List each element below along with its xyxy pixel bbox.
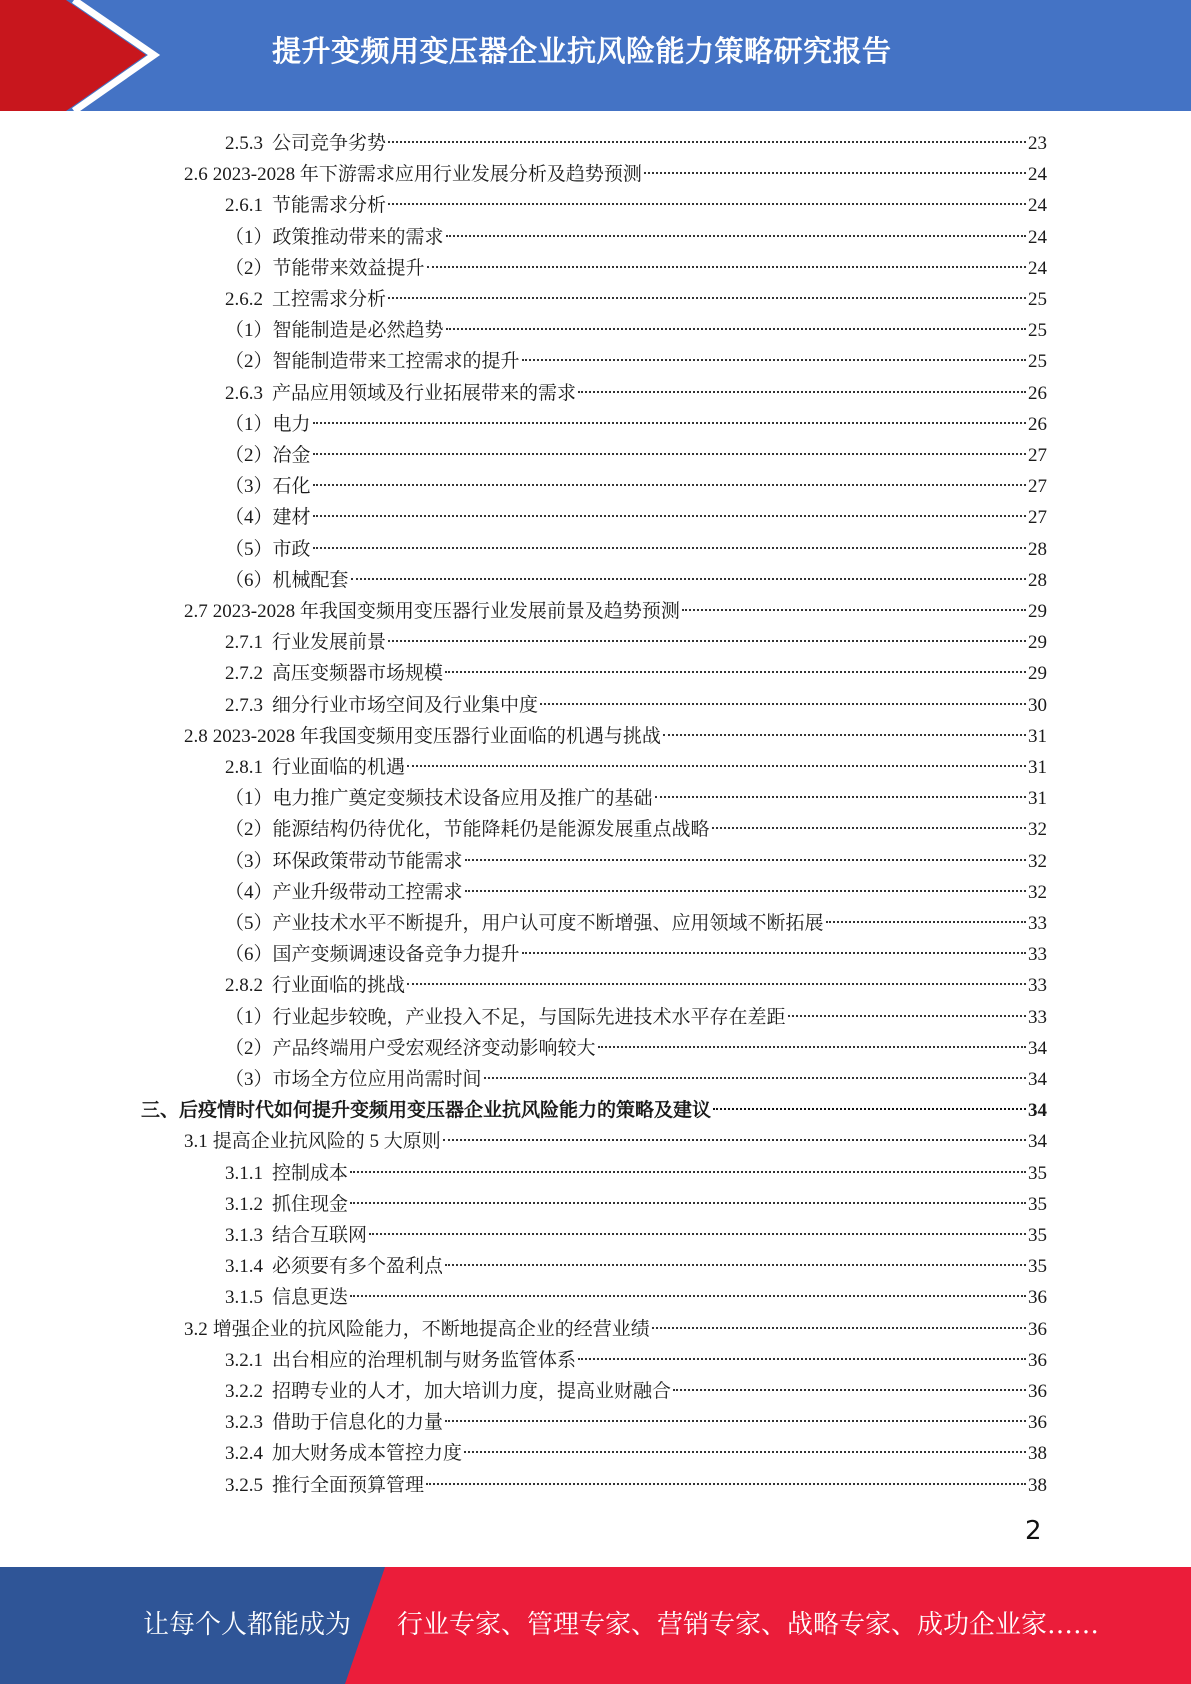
toc-entry-number: 三、 — [141, 1100, 180, 1122]
toc-dot-leader — [427, 266, 1026, 268]
toc-entry-title: 产业升级带动工控需求 — [272, 881, 463, 903]
toc-dot-leader — [598, 1046, 1026, 1048]
toc-entry-title: 产品应用领域及行业拓展带来的需求 — [272, 382, 577, 404]
toc-dot-leader — [673, 1389, 1026, 1391]
toc-entry-page: 35 — [1028, 1256, 1047, 1278]
toc-dot-leader — [445, 1420, 1026, 1422]
toc-entry[interactable] — [225, 1251, 1047, 1282]
toc-entry-title: 行业面临的挑战 — [272, 975, 406, 997]
toc-entry-page: 35 — [1028, 1193, 1047, 1215]
toc-entry-title: 能源结构仍待优化，节能降耗仍是能源发展重点战略 — [272, 819, 710, 841]
toc-dot-leader — [388, 141, 1026, 143]
toc-entry-title: 提高企业抗风险的 5 大原则 — [212, 1131, 441, 1153]
toc-entry-number: 2.6.2 — [225, 289, 263, 310]
toc-entry-page: 35 — [1028, 1162, 1047, 1184]
toc-dot-leader — [445, 1264, 1026, 1266]
toc-entry-page: 27 — [1028, 507, 1047, 529]
toc-entry-page: 29 — [1028, 601, 1047, 622]
toc-entry-title: 招聘专业的人才，加大培训力度，提高业财融合 — [272, 1381, 672, 1402]
toc-dot-leader — [388, 297, 1026, 299]
toc-entry-title: 机械配套 — [272, 569, 349, 591]
toc-entry[interactable] — [225, 346, 1047, 377]
toc-entry[interactable] — [184, 596, 1047, 627]
toc-entry-number: （1） — [225, 1006, 273, 1028]
toc-dot-leader — [369, 1233, 1026, 1235]
toc-entry-number: 2.8.1 — [225, 757, 263, 778]
toc-dot-leader — [522, 359, 1026, 361]
toc-entry-number: 2.8.2 — [225, 975, 263, 997]
toc-entry-page: 34 — [1028, 1100, 1047, 1122]
toc-dot-leader — [313, 547, 1026, 549]
toc-entry[interactable] — [225, 846, 1047, 877]
toc-entry[interactable] — [225, 970, 1047, 1001]
toc-dot-leader — [350, 1295, 1026, 1297]
toc-entry-title: 行业起步较晚，产业投入不足，与国际先进技术水平存在差距 — [272, 1006, 786, 1028]
toc-entry-page: 36 — [1028, 1412, 1047, 1434]
toc-entry-page: 26 — [1028, 413, 1047, 435]
toc-entry-page: 34 — [1028, 1037, 1047, 1059]
toc-entry[interactable] — [225, 1438, 1047, 1469]
toc-entry[interactable] — [141, 1095, 1047, 1126]
toc-entry[interactable] — [225, 877, 1047, 908]
toc-entry-page: 32 — [1028, 881, 1047, 903]
toc-entry-page: 36 — [1028, 1349, 1047, 1371]
toc-entry-title: 信息更迭 — [272, 1287, 349, 1309]
toc-entry[interactable] — [225, 752, 1047, 783]
toc-entry-number: 2.6.3 — [225, 382, 263, 404]
toc-entry-page: 33 — [1028, 913, 1047, 934]
page-number: 2 — [1025, 1516, 1042, 1546]
toc-dot-leader — [578, 1358, 1026, 1360]
toc-entry-title: 结合互联网 — [272, 1225, 368, 1246]
toc-entry-title: 出台相应的治理机制与财务监管体系 — [272, 1349, 577, 1371]
toc-entry-number: （2） — [225, 819, 273, 841]
toc-entry-title: 增强企业的抗风险能力，不断地提高企业的经营业绩 — [212, 1318, 650, 1340]
toc-dot-leader — [712, 827, 1026, 829]
toc-entry-number: 3.1.5 — [225, 1287, 263, 1309]
toc-entry-number: 3.2.4 — [225, 1443, 263, 1465]
toc-entry[interactable] — [225, 1064, 1047, 1095]
toc-dot-leader — [465, 859, 1026, 861]
toc-entry[interactable] — [225, 534, 1047, 565]
toc-entry-title: 必须要有多个盈利点 — [272, 1256, 444, 1278]
toc-dot-leader — [313, 453, 1026, 455]
toc-entry-page: 32 — [1028, 819, 1047, 841]
toc-entry-number: 2.7.1 — [225, 632, 263, 654]
toc-entry[interactable] — [184, 159, 1047, 190]
toc-entry-number: 3.1.4 — [225, 1256, 263, 1278]
toc-dot-leader — [578, 391, 1026, 393]
toc-entry-number: 2.6 — [184, 164, 208, 186]
toc-entry[interactable] — [225, 1470, 1047, 1501]
toc-entry-number: 3.2.3 — [225, 1412, 263, 1434]
toc-entry-number: （3） — [225, 476, 273, 498]
toc-entry-number: 2.7.2 — [225, 663, 263, 685]
toc-entry-number: 3.2.5 — [225, 1474, 263, 1496]
toc-entry-number: （1） — [225, 320, 273, 342]
toc-dot-leader — [443, 1139, 1026, 1141]
toc-dot-leader — [663, 734, 1026, 736]
toc-entry[interactable] — [225, 908, 1047, 939]
toc-dot-leader — [350, 1171, 1026, 1173]
toc-dot-leader — [388, 203, 1026, 205]
toc-entry-number: 3.1 — [184, 1131, 208, 1153]
toc-dot-leader — [682, 609, 1026, 611]
toc-dot-leader — [407, 983, 1026, 985]
toc-entry-page: 23 — [1028, 133, 1047, 154]
toc-dot-leader — [652, 1327, 1026, 1329]
toc-entry-title: 2023-2028 年我国变频用变压器行业发展前景及趋势预测 — [212, 601, 680, 622]
toc-entry-number: （6） — [225, 944, 273, 966]
toc-entry-page: 31 — [1028, 725, 1047, 747]
toc-entry[interactable] — [225, 565, 1047, 596]
toc-entry-page: 32 — [1028, 850, 1047, 872]
toc-dot-leader — [788, 1015, 1026, 1017]
toc-dot-leader — [313, 484, 1026, 486]
toc-entry[interactable] — [225, 502, 1047, 533]
toc-entry-number: 2.8 — [184, 725, 208, 747]
toc-entry[interactable] — [225, 190, 1047, 221]
toc-entry[interactable] — [225, 627, 1047, 658]
toc-entry[interactable] — [225, 814, 1047, 845]
toc-entry-title: 智能制造是必然趋势 — [272, 320, 444, 342]
toc-entry-number: （2） — [225, 257, 273, 279]
toc-entry-title: 电力 — [272, 413, 311, 435]
toc-entry[interactable] — [225, 1282, 1047, 1313]
toc-entry-title: 2023-2028 年我国变频用变压器行业面临的机遇与挑战 — [212, 725, 661, 747]
toc-entry-title: 石化 — [272, 476, 311, 498]
toc-dot-leader — [350, 1202, 1026, 1204]
toc-entry-number: （1） — [225, 226, 273, 248]
toc-dot-leader — [713, 1108, 1026, 1110]
toc-entry-title: 国产变频调速设备竞争力提升 — [272, 944, 520, 966]
toc-entry-page: 24 — [1028, 164, 1047, 186]
toc-entry-title: 抓住现金 — [272, 1193, 349, 1215]
toc-entry[interactable] — [225, 1189, 1047, 1220]
toc-entry-number: 3.1.2 — [225, 1193, 263, 1215]
toc-entry[interactable] — [225, 1376, 1047, 1407]
toc-entry-page: 35 — [1028, 1225, 1047, 1246]
toc-entry-number: （4） — [225, 881, 273, 903]
toc-entry-page: 27 — [1028, 445, 1047, 466]
toc-entry-number: （2） — [225, 1037, 273, 1059]
toc-entry-number: （2） — [225, 351, 273, 373]
toc-entry[interactable] — [225, 939, 1047, 970]
toc-entry[interactable] — [225, 440, 1047, 471]
toc-entry-title: 电力推广奠定变频技术设备应用及推广的基础 — [272, 788, 653, 810]
toc-dot-leader — [655, 796, 1026, 798]
toc-entry[interactable] — [225, 1220, 1047, 1251]
toc-entry-number: 2.7 — [184, 601, 208, 622]
toc-entry-page: 27 — [1028, 476, 1047, 498]
toc-entry[interactable] — [225, 690, 1047, 721]
toc-entry-number: （5） — [225, 538, 273, 560]
toc-entry[interactable] — [225, 253, 1047, 284]
toc-entry-number: 3.2.1 — [225, 1349, 263, 1371]
toc-entry-page: 31 — [1028, 757, 1047, 778]
toc-dot-leader — [446, 235, 1026, 237]
toc-entry-title: 公司竞争劣势 — [272, 133, 387, 154]
toc-entry-page: 34 — [1028, 1069, 1047, 1090]
toc-dot-leader — [522, 952, 1026, 954]
toc-entry-page: 28 — [1028, 569, 1047, 591]
toc-entry-number: （2） — [225, 445, 273, 466]
toc-entry-title: 环保政策带动节能需求 — [272, 850, 463, 872]
footer-slogan-right: 行业专家、管理专家、营销专家、战略专家、成功企业家…… — [397, 1610, 1100, 1640]
toc-entry-page: 25 — [1028, 320, 1047, 342]
toc-entry-number: （1） — [225, 788, 273, 810]
toc-dot-leader — [445, 671, 1026, 673]
toc-entry-title: 工控需求分析 — [272, 289, 387, 310]
toc-entry[interactable] — [225, 315, 1047, 346]
toc-dot-leader — [826, 921, 1026, 923]
toc-entry-number: （3） — [225, 850, 273, 872]
toc-entry-page: 33 — [1028, 944, 1047, 966]
toc-entry-page: 29 — [1028, 632, 1047, 654]
toc-entry-page: 38 — [1028, 1474, 1047, 1496]
toc-dot-leader — [465, 890, 1026, 892]
toc-dot-leader — [313, 422, 1026, 424]
toc-entry-title: 节能需求分析 — [272, 195, 387, 217]
toc-entry-title: 高压变频器市场规模 — [272, 663, 444, 685]
toc-entry-page: 36 — [1028, 1287, 1047, 1309]
toc-entry-number: （1） — [225, 413, 273, 435]
toc-entry-title: 市场全方位应用尚需时间 — [272, 1069, 482, 1090]
toc-entry-title: 节能带来效益提升 — [272, 257, 425, 279]
toc-entry[interactable] — [225, 222, 1047, 253]
toc-dot-leader — [446, 328, 1026, 330]
toc-entry-title: 2023-2028 年下游需求应用行业发展分析及趋势预测 — [212, 164, 642, 186]
toc-entry-title: 借助于信息化的力量 — [272, 1412, 444, 1434]
toc-entry-page: 38 — [1028, 1443, 1047, 1465]
toc-entry[interactable] — [225, 471, 1047, 502]
toc-entry[interactable] — [225, 1002, 1047, 1033]
toc-entry-title: 细分行业市场空间及行业集中度 — [272, 694, 539, 716]
toc-entry-number: 3.2.2 — [225, 1381, 263, 1402]
toc-entry-number: 3.1.1 — [225, 1162, 263, 1184]
toc-entry[interactable] — [184, 721, 1047, 752]
toc-entry[interactable] — [225, 1158, 1047, 1189]
toc-entry-number: （4） — [225, 507, 273, 529]
toc-entry[interactable] — [225, 378, 1047, 409]
report-title: 提升变频用变压器企业抗风险能力策略研究报告 — [272, 34, 892, 68]
toc-dot-leader — [484, 1077, 1026, 1079]
toc-entry-title: 加大财务成本管控力度 — [272, 1443, 463, 1465]
toc-entry-page: 24 — [1028, 226, 1047, 248]
toc-entry[interactable] — [225, 1407, 1047, 1438]
toc-entry[interactable] — [225, 409, 1047, 440]
toc-entry-page: 33 — [1028, 975, 1047, 997]
toc-entry-page: 33 — [1028, 1006, 1047, 1028]
toc-entry-number: 3.1.3 — [225, 1225, 263, 1246]
toc-entry-page: 31 — [1028, 788, 1047, 810]
toc-entry[interactable] — [184, 1126, 1047, 1157]
toc-entry-page: 26 — [1028, 382, 1047, 404]
toc-entry[interactable] — [184, 1314, 1047, 1345]
toc-entry-page: 25 — [1028, 351, 1047, 373]
toc-entry-number: 2.6.1 — [225, 195, 263, 217]
toc-entry[interactable] — [225, 783, 1047, 814]
toc-entry-number: 2.7.3 — [225, 694, 263, 716]
toc-entry-title: 冶金 — [272, 445, 311, 466]
toc-entry-number: 3.2 — [184, 1318, 208, 1340]
toc-entry[interactable] — [225, 658, 1047, 689]
page-footer — [0, 1567, 1191, 1684]
toc-entry-page: 36 — [1028, 1318, 1047, 1340]
toc-entry-page: 34 — [1028, 1131, 1047, 1153]
toc-entry-title: 推行全面预算管理 — [272, 1474, 425, 1496]
toc-entry-title: 产业技术水平不断提升，用户认可度不断增强、应用领域不断拓展 — [272, 913, 824, 934]
toc-entry[interactable] — [225, 1033, 1047, 1064]
toc-entry-title: 行业发展前景 — [272, 632, 387, 654]
toc-entry-title: 政策推动带来的需求 — [272, 226, 444, 248]
toc-entry-title: 产品终端用户受宏观经济变动影响较大 — [272, 1037, 596, 1059]
toc-entry-page: 30 — [1028, 694, 1047, 716]
toc-entry[interactable] — [225, 1345, 1047, 1376]
toc-entry-page: 28 — [1028, 538, 1047, 560]
toc-entry-page: 29 — [1028, 663, 1047, 685]
toc-entry-page: 24 — [1028, 257, 1047, 279]
toc-entry[interactable] — [225, 128, 1047, 159]
toc-dot-leader — [426, 1483, 1026, 1485]
toc-entry-title: 行业面临的机遇 — [272, 757, 406, 778]
toc-dot-leader — [407, 765, 1026, 767]
toc-dot-leader — [313, 515, 1026, 517]
toc-entry-number: （6） — [225, 569, 273, 591]
toc-entry-page: 24 — [1028, 195, 1047, 217]
toc-entry[interactable] — [225, 284, 1047, 315]
toc-dot-leader — [540, 703, 1026, 705]
toc-entry-title: 建材 — [272, 507, 311, 529]
toc-entry-title: 市政 — [272, 538, 311, 560]
toc-entry-title: 后疫情时代如何提升变频用变压器企业抗风险能力的策略及建议 — [179, 1100, 712, 1122]
toc-dot-leader — [351, 578, 1026, 580]
toc-dot-leader — [388, 640, 1026, 642]
toc-entry-title: 智能制造带来工控需求的提升 — [272, 351, 520, 373]
page-header — [0, 0, 1191, 111]
toc-entry-title: 控制成本 — [272, 1162, 349, 1184]
toc-dot-leader — [464, 1451, 1026, 1453]
toc-entry-page: 36 — [1028, 1381, 1047, 1402]
toc-entry-number: 2.5.3 — [225, 133, 263, 154]
toc-entry-number: （5） — [225, 913, 273, 934]
toc-dot-leader — [644, 172, 1026, 174]
toc-entry-number: （3） — [225, 1069, 273, 1090]
footer-slogan-left: 让每个人都能成为 — [143, 1610, 352, 1640]
toc-entry-page: 25 — [1028, 289, 1047, 310]
